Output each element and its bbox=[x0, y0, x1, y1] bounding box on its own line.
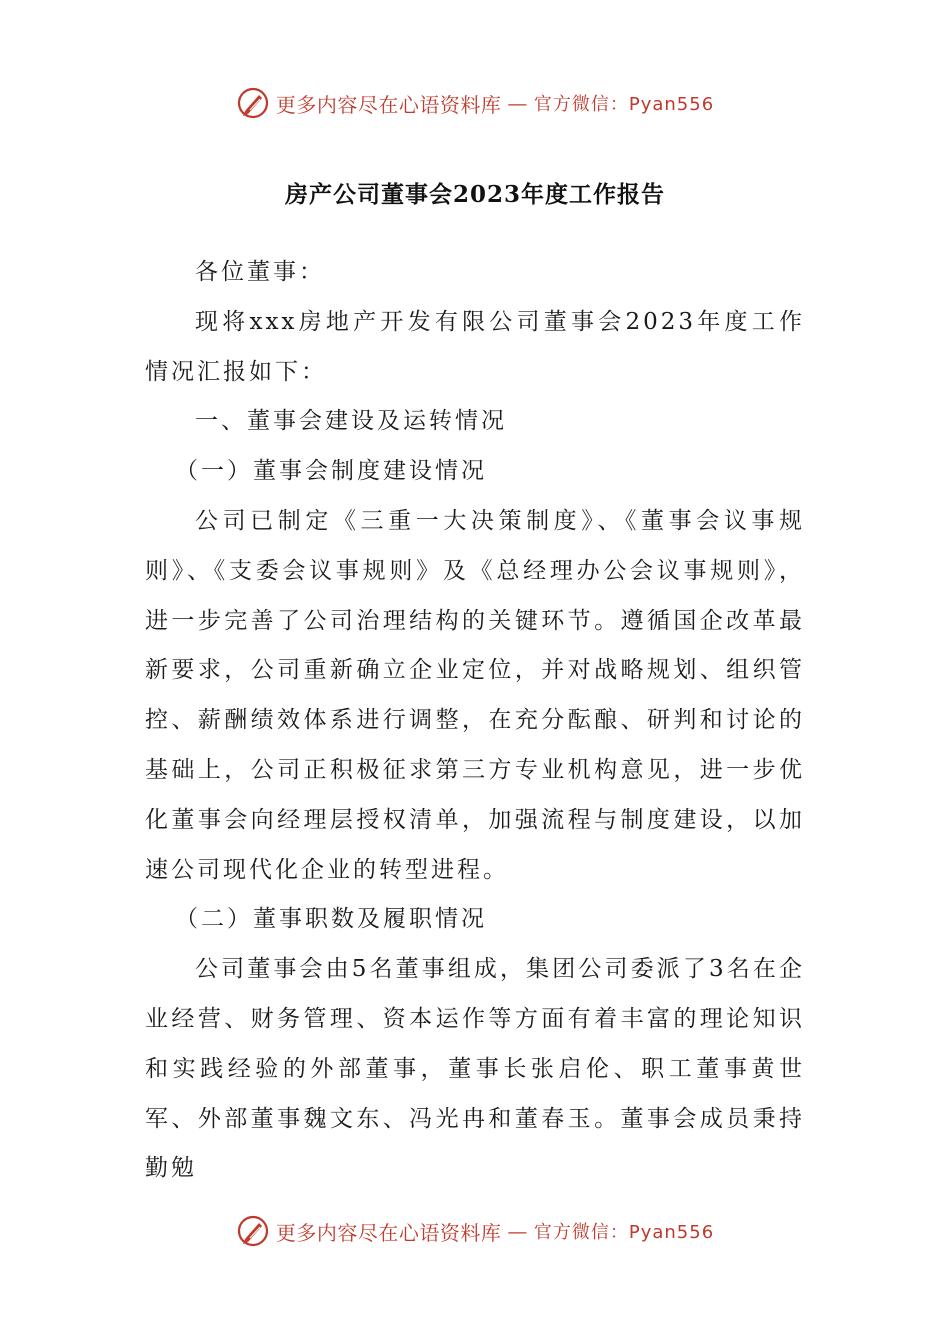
pen-logo-icon bbox=[236, 86, 270, 120]
watermark-wechat-text: 官方微信：Pyan556 bbox=[533, 94, 715, 115]
document-title: 房产公司董事会2023年度工作报告 bbox=[284, 181, 665, 208]
salutation: 各位董事： bbox=[195, 259, 325, 285]
subsection-1-heading: （一）董事会制度建设情况 bbox=[175, 458, 487, 485]
intro-paragraph: 现将xxx房地产开发有限公司董事会2023年度工作情况汇报如下： bbox=[145, 308, 805, 385]
section-1-heading: 一、董事会建设及运转情况 bbox=[195, 408, 507, 435]
watermark-dash: — bbox=[507, 1219, 528, 1243]
subsection-2-body: 公司董事会由5名董事组成，集团公司委派了3名在企业经营、财务管理、资本运作等方面有着丰富的理论知识和实践经验的外部董事，董事长张启伦、职工董事黄世军、外部董事魏文东、冯光冉和董春玉。董事会成员秉持勤勉 bbox=[145, 956, 805, 1182]
document-body bbox=[145, 248, 805, 1194]
subsection-2-heading: （二）董事职数及履职情况 bbox=[175, 906, 487, 933]
watermark-main-text: 更多内容尽在心语资料库 bbox=[275, 92, 502, 117]
header-watermark bbox=[0, 83, 950, 123]
footer-watermark bbox=[0, 1211, 950, 1251]
pen-logo-icon bbox=[236, 1214, 270, 1248]
watermark-main-text: 更多内容尽在心语资料库 bbox=[275, 1220, 502, 1245]
watermark-dash: — bbox=[507, 91, 528, 115]
subsection-1-body: 公司已制定《三重一大决策制度》、《董事会议事规则》、《支委会议事规则》及《总经理办公会议事规则》，进一步完善了公司治理结构的关键环节。遵循国企改革最新要求，公司重新确立企业定位，并对战略规划、组织管控、薪酬绩效体系进行调整，在充分酝酿、研判和讨论的基础上，公司正积极征求第三方专业机构意见，进一步优化董事会向经理层授权清单，加强流程与制度建设，以加速公司现代化企业的转型进程。 bbox=[145, 507, 805, 883]
watermark-wechat-text: 官方微信：Pyan556 bbox=[533, 1222, 715, 1243]
